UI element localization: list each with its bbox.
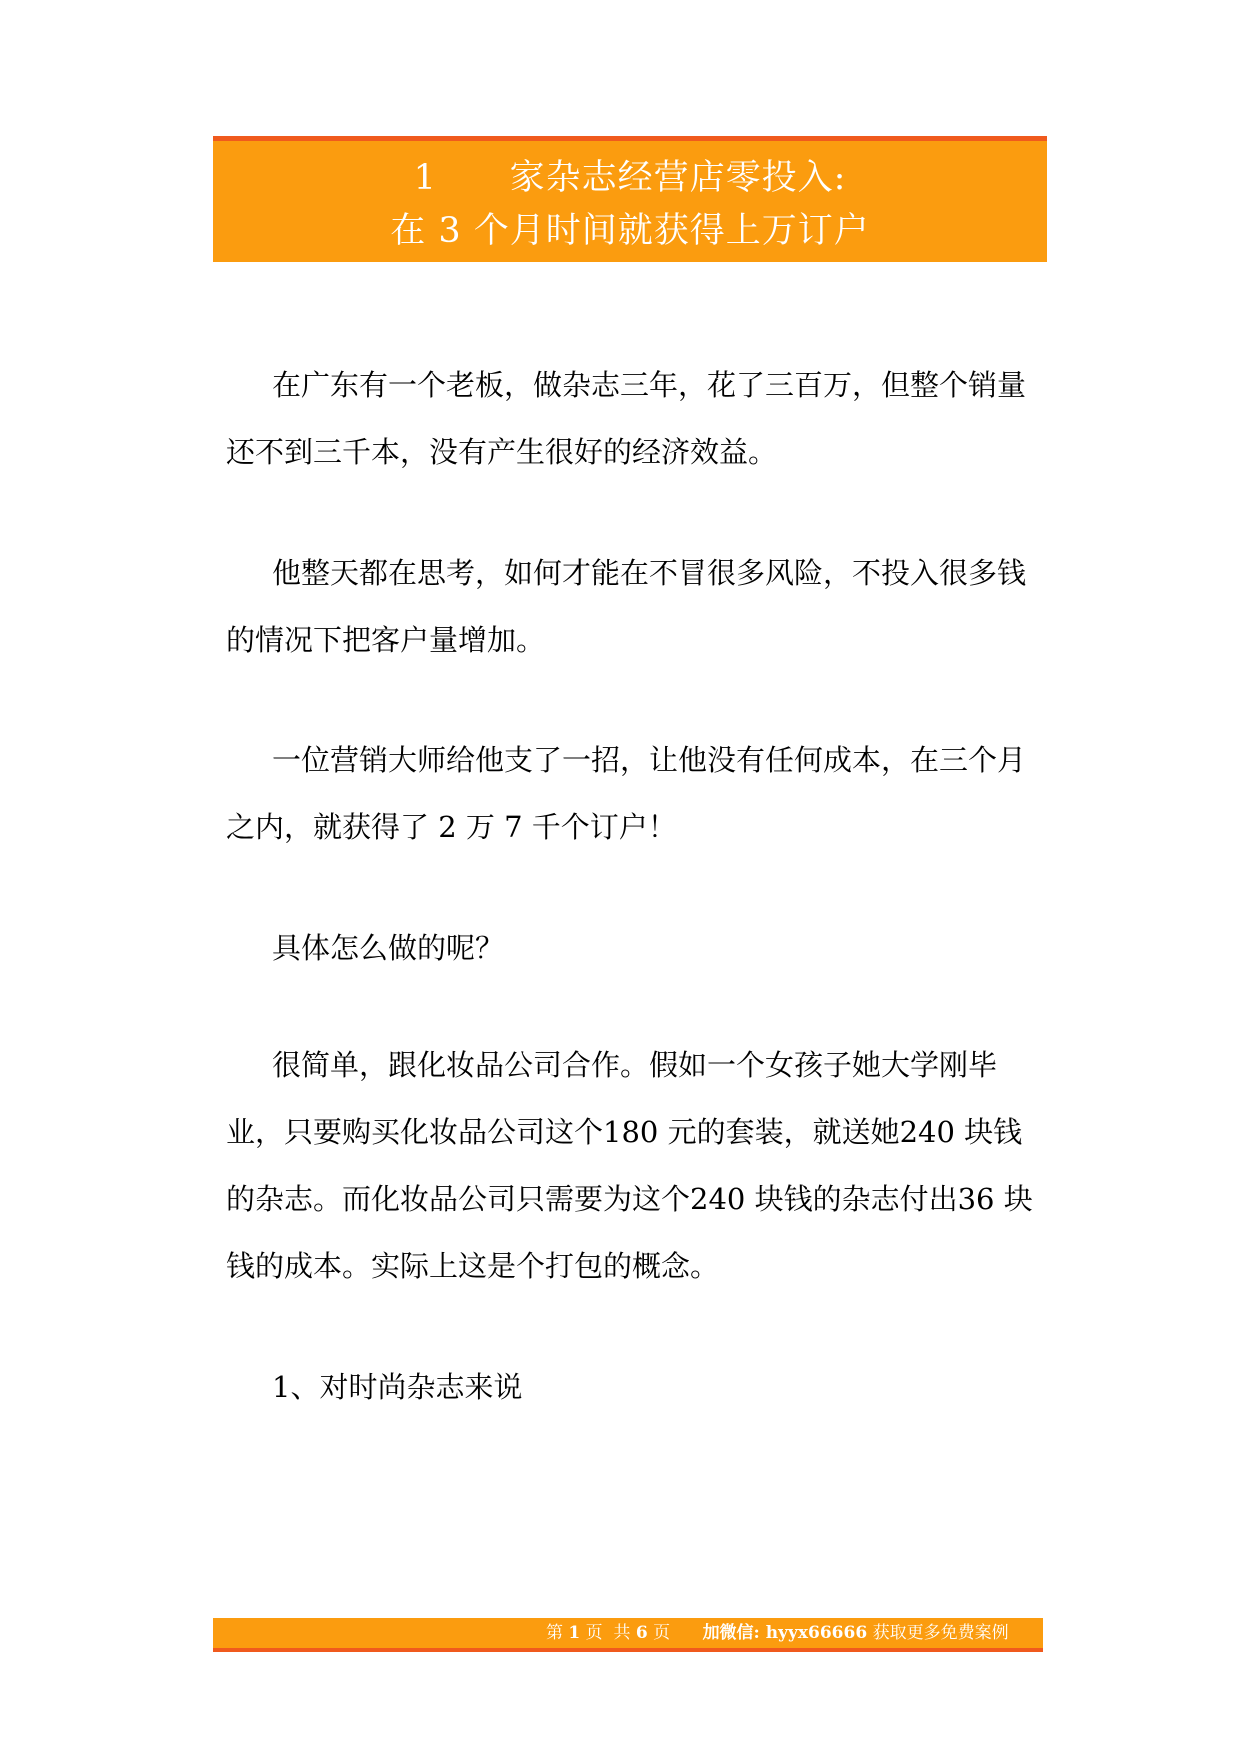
- title-line-2: 在 3 个月时间就获得上万订户: [390, 211, 870, 251]
- footer-bar: [213, 1618, 1043, 1652]
- paragraph: 在广东有一个老板，做杂志三年，花了三百万，但整个销量还不到三千本，没有产生很好的经济效益。: [226, 368, 1027, 469]
- page-suffix: 页: [647, 1623, 671, 1643]
- title-banner: [213, 136, 1047, 262]
- paragraph: 一位营销大师给他支了一招，让他没有任何成本，在三个月之内，就获得了 2 万 7 千个订户！: [226, 743, 1027, 844]
- contact-id: hyyx66666: [765, 1623, 868, 1643]
- paragraph: 很简单，跟化妆品公司合作。假如一个女孩子她大学刚毕业，只要购买化妆品公司这个180 元的套装，就送她240 块钱的杂志。而化妆品公司只需要为这个240 块钱的杂志付出36 块钱的成本。实际上这是个打包的概念。: [226, 1048, 1033, 1283]
- page-middle: 页 共: [580, 1623, 636, 1643]
- page-prefix: 第: [546, 1623, 569, 1643]
- page-total: 6: [635, 1623, 648, 1643]
- page-current: 1: [568, 1623, 581, 1643]
- contact-suffix: 获取更多免费案例: [867, 1623, 1009, 1643]
- paragraph: 具体怎么做的呢？: [272, 931, 505, 965]
- paragraph: 他整天都在思考，如何才能在不冒很多风险，不投入很多钱的情况下把客户量增加。: [226, 556, 1027, 657]
- title-line-1: 1 家杂志经营店零投入:: [413, 158, 847, 198]
- contact-label: 加微信:: [702, 1623, 766, 1643]
- section-heading: 1、对时尚杂志来说: [272, 1370, 523, 1404]
- footer-text: [546, 1618, 1009, 1648]
